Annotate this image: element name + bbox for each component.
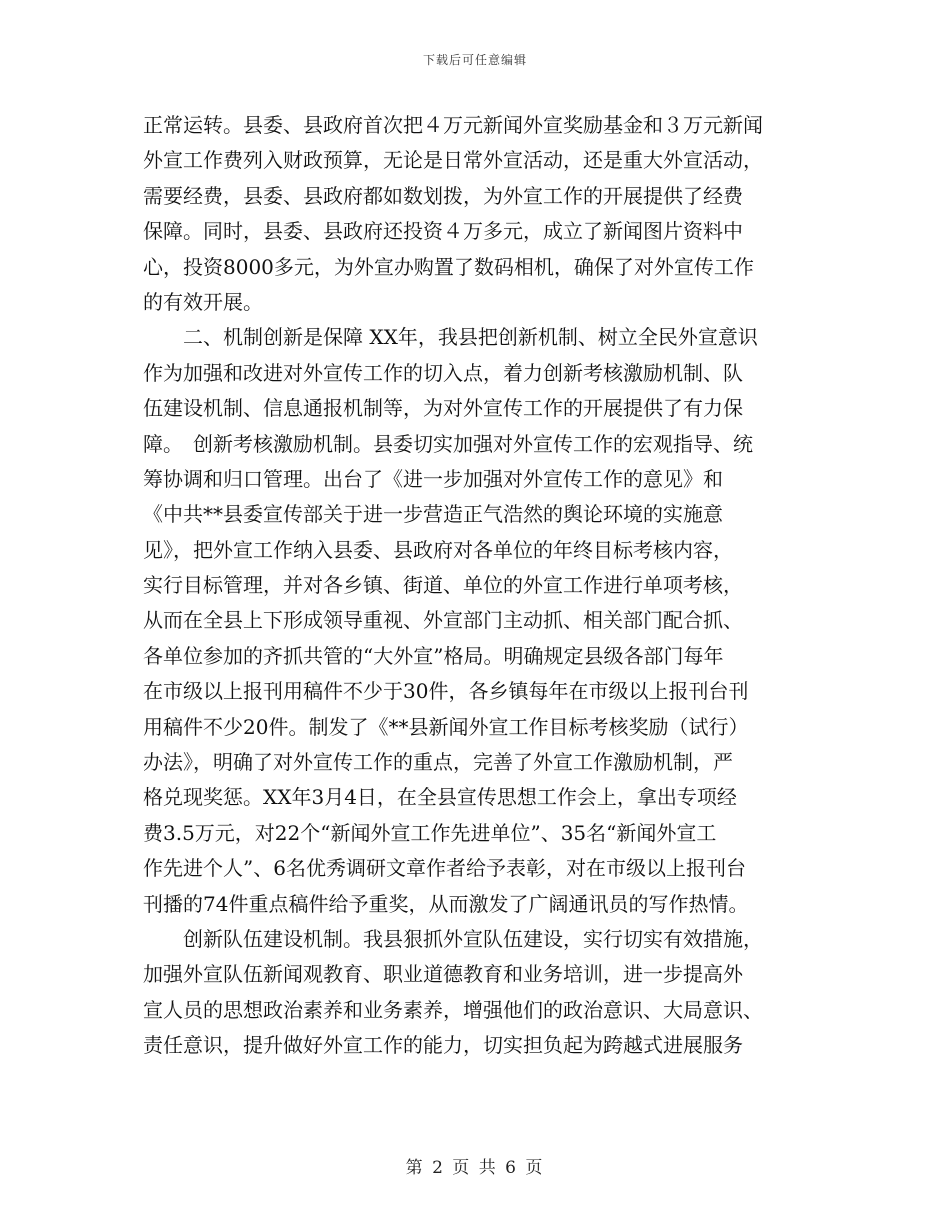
text-line: 责任意识，提升做好外宣工作的能力，切实担负起为跨越式进展服务 xyxy=(143,1033,743,1058)
text-line: 伍建设机制、信息通报机制等，为对外宣传工作的开展提供了有力保 xyxy=(143,396,743,421)
text-line: 实行目标管理，并对各乡镇、街道、单位的外宣工作进行单项考核， xyxy=(143,573,743,598)
text-line: 刊播的74件重点稿件给予重奖，从而激发了广阔通讯员的写作热情。 xyxy=(143,891,749,916)
text-line: 筹协调和归口管理。出台了《进一步加强对外宣传工作的意见》和 xyxy=(143,466,723,491)
text-line: 需要经费，县委、县政府都如数划拨，为外宣工作的开展提供了经费 xyxy=(143,183,743,208)
text-line: 在市级以上报刊用稿件不少于30件，各乡镇每年在市级以上报刊台刊 xyxy=(143,679,749,704)
text-line: 办法》，明确了对外宣传工作的重点，完善了外宣工作激励机制，严 xyxy=(143,750,733,775)
text-line: 创新队伍建设机制。我县狠抓外宣队伍建设，实行切实有效措施， xyxy=(143,926,763,951)
text-line: 作为加强和改进对外宣传工作的切入点，着力创新考核激励机制、队 xyxy=(143,360,743,385)
text-line: 格兑现奖惩。XX年3月4日，在全县宣传思想工作会上，拿出专项经 xyxy=(143,785,737,810)
text-line: 加强外宣队伍新闻观教育、职业道德教育和业务培训，进一步提高外 xyxy=(143,962,743,987)
text-line: 宣人员的思想政治素养和业务素养，增强他们的政治意识、大局意识、 xyxy=(143,997,763,1022)
text-line: 从而在全县上下形成领导重视、外宣部门主动抓、相关部门配合抓、 xyxy=(143,608,743,633)
text-line: 用稿件不少20件。制发了《**县新闻外宣工作目标考核奖励（试行） xyxy=(143,714,749,739)
body-text xyxy=(143,108,823,1064)
text-line: 心，投资8000多元，为外宣办购置了数码相机，确保了对外宣传工作 xyxy=(143,254,754,279)
text-line: 障。 创新考核激励机制。县委切实加强对外宣传工作的宏观指导、统 xyxy=(143,431,753,456)
text-line: 保障。同时，县委、县政府还投资４万多元，成立了新闻图片资料中 xyxy=(143,219,743,244)
text-line: 费3.5万元，对22个“新闻外宣工作先进单位”、35名“新闻外宣工 xyxy=(143,820,717,845)
text-line: 作先进个人”、6名优秀调研文章作者给予表彰，对在市级以上报刊台 xyxy=(143,856,746,881)
text-line: 外宣工作费列入财政预算，无论是日常外宣活动，还是重大外宣活动， xyxy=(143,148,763,173)
text-line: 《中共**县委宣传部关于进一步营造正气浩然的舆论环境的实施意 xyxy=(143,502,723,527)
text-line: 的有效开展。 xyxy=(143,289,263,314)
text-line: 各单位参加的齐抓共管的“大外宣”格局。明确规定县级各部门每年 xyxy=(143,643,724,668)
text-line: 二、机制创新是保障 XX年，我县把创新机制、树立全民外宣意识 xyxy=(143,325,758,350)
page-number-footer: 第 2 页 共 6 页 xyxy=(405,1158,545,1178)
page-header: 下载后可任意编辑 xyxy=(422,53,527,67)
text-line: 见》，把外宣工作纳入县委、县政府对各单位的年终目标考核内容， xyxy=(143,537,733,562)
text-line: 正常运转。县委、县政府首次把４万元新闻外宣奖励基金和３万元新闻 xyxy=(143,113,763,137)
